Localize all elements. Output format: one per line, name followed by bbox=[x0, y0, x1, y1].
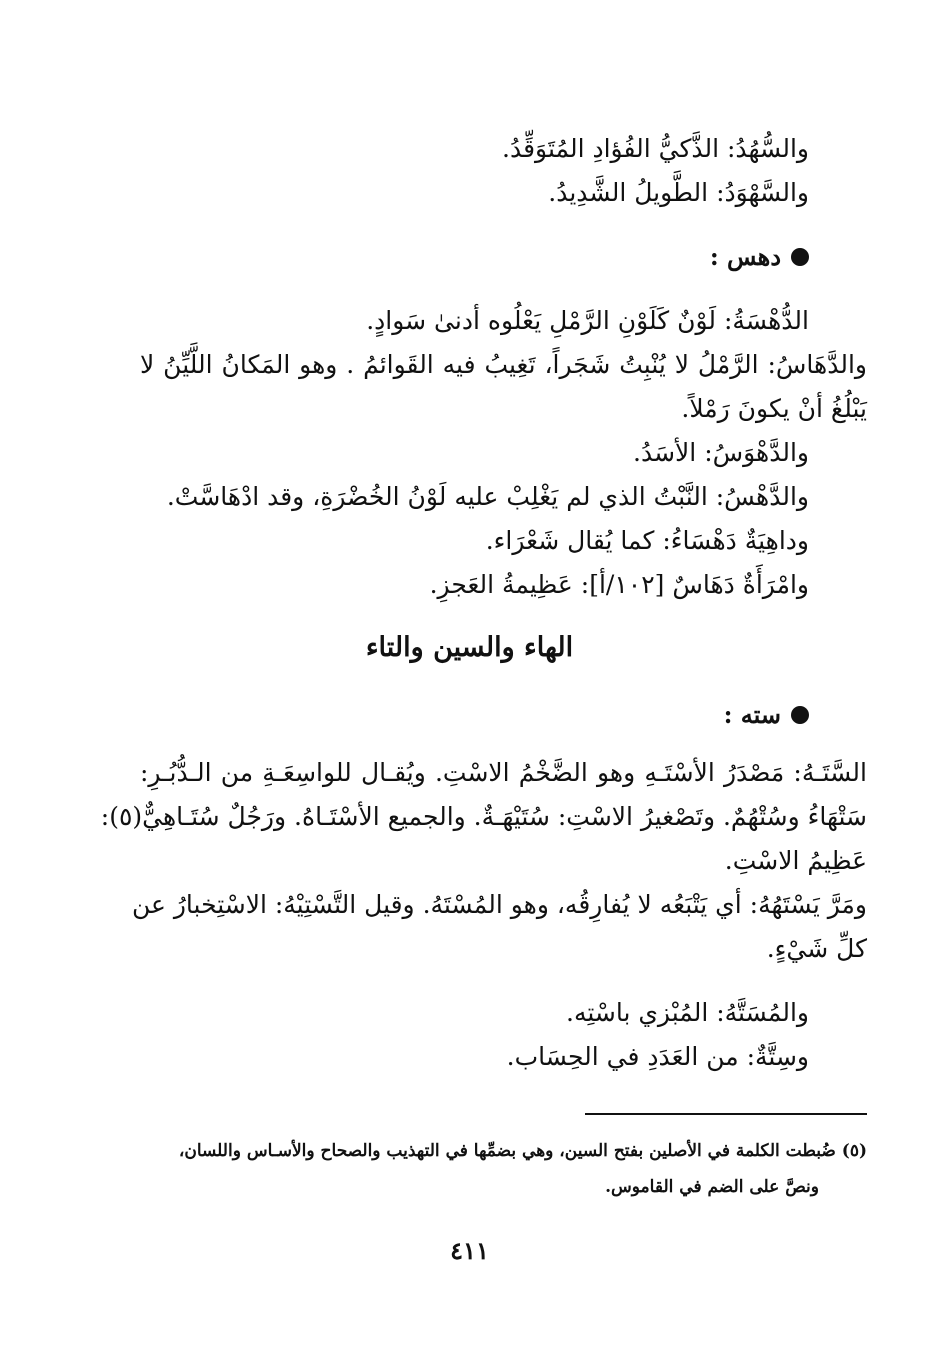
entry-dahs-line-2: والدَّهَاسُ: الرَّمْلُ لا يُنْبِتُ شَجَراً، تَغِيبُ فيه القَوائمُ . وهو المَكانُ اللَّيِّنُ لا bbox=[140, 350, 867, 379]
entry-dahs-line-5: والدَّهْسُ: النَّبْتُ الذي لم يَغْلِبْ عليه لَوْنُ الخُضْرَةِ، وقد ادْهَاسَّتْ. bbox=[166, 482, 809, 511]
entry-sth-line-4: ومَرَّ يَسْتَهُهُ: أي يَتْبَعُه لا يُفارِقُه، وهو المُسْتَهُ. وقيل التَّسْتِيْهُ: الاسْتِخبارُ عن bbox=[131, 890, 867, 919]
entry-dahs-line-1: الدُّهْسَةُ: لَوْنٌ كَلَوْنِ الرَّمْلِ يَعْلُوه أدنىٰ سَوادٍ. bbox=[366, 306, 809, 335]
entry-dahs-line-3: يَبْلُغُ أنْ يكونَ رَمْلاً. bbox=[681, 394, 867, 423]
page-number: ٤١١ bbox=[450, 1236, 489, 1265]
entry-heading-dahs-label: دهس : bbox=[709, 242, 781, 271]
entry-dahs-line-7: وامْرَأَةٌ دَهَاسٌ [١٠٢/أ]: عَظِيمةُ العَجزِ. bbox=[429, 570, 809, 599]
entry-sth-line-5: كلِّ شَيْءٍ. bbox=[766, 934, 867, 963]
entry-heading-sth-label: سته : bbox=[723, 700, 781, 729]
bullet-icon bbox=[791, 706, 809, 724]
footnote-line-1: (٥) ضُبطت الكلمة في الأصلين بفتح السين، وهي بضمِّها في التهذيب والصحاح والأسـاس واللسان، bbox=[178, 1141, 867, 1161]
entry-dahs-line-6: وداهِيَةٌ دَهْسَاءُ: كما يُقال شَعْرَاء. bbox=[485, 526, 809, 555]
entry-heading-dahs bbox=[710, 240, 809, 274]
entry-dahs-line-4: والدَّهْوَسُ: الأسَدُ. bbox=[633, 438, 809, 467]
entry-sth-line-2: سَتْهَاءُ وسُتْهُمٌ. وتَصْغيرُ الاسْتِ: سُتَيْهَـةٌ. والجميع الأسْتَـاهُ. ورَجُلٌ سُتَـاهِيٌّ(٥): bbox=[100, 802, 867, 831]
entry-suhd-line-1: والسُّهُدُ: الذَّكيُّ الفُؤادِ المُتَوَقِّدُ. bbox=[502, 134, 809, 163]
footnote-line-2: ونصَّ على الضم في القاموس. bbox=[605, 1177, 819, 1197]
entry-sth-line-6: والمُسَتَّهُ: المُبْزي باسْتِه. bbox=[566, 998, 809, 1027]
bullet-icon bbox=[791, 248, 809, 266]
entry-heading-sth bbox=[724, 698, 809, 732]
entry-sth-line-7: وسِتَّةٌ: من العَدَدِ في الحِسَاب. bbox=[506, 1042, 809, 1071]
entry-suhd-line-2: والسَّهْوَدُ: الطَّويلُ الشَّدِيدُ. bbox=[548, 178, 809, 207]
footnote-separator bbox=[585, 1113, 867, 1115]
entry-sth-line-1: السَّتَـهُ: مَصْدَرُ الأسْتَـهِ وهو الضَّخْمُ الاسْتِ. ويُقـال للواسِعَـةِ من الـدُّبُـرِ: bbox=[140, 758, 867, 787]
entry-sth-line-3: عَظِيمُ الاسْتِ. bbox=[724, 846, 867, 875]
section-title: الهاء والسين والتاء bbox=[365, 632, 574, 663]
